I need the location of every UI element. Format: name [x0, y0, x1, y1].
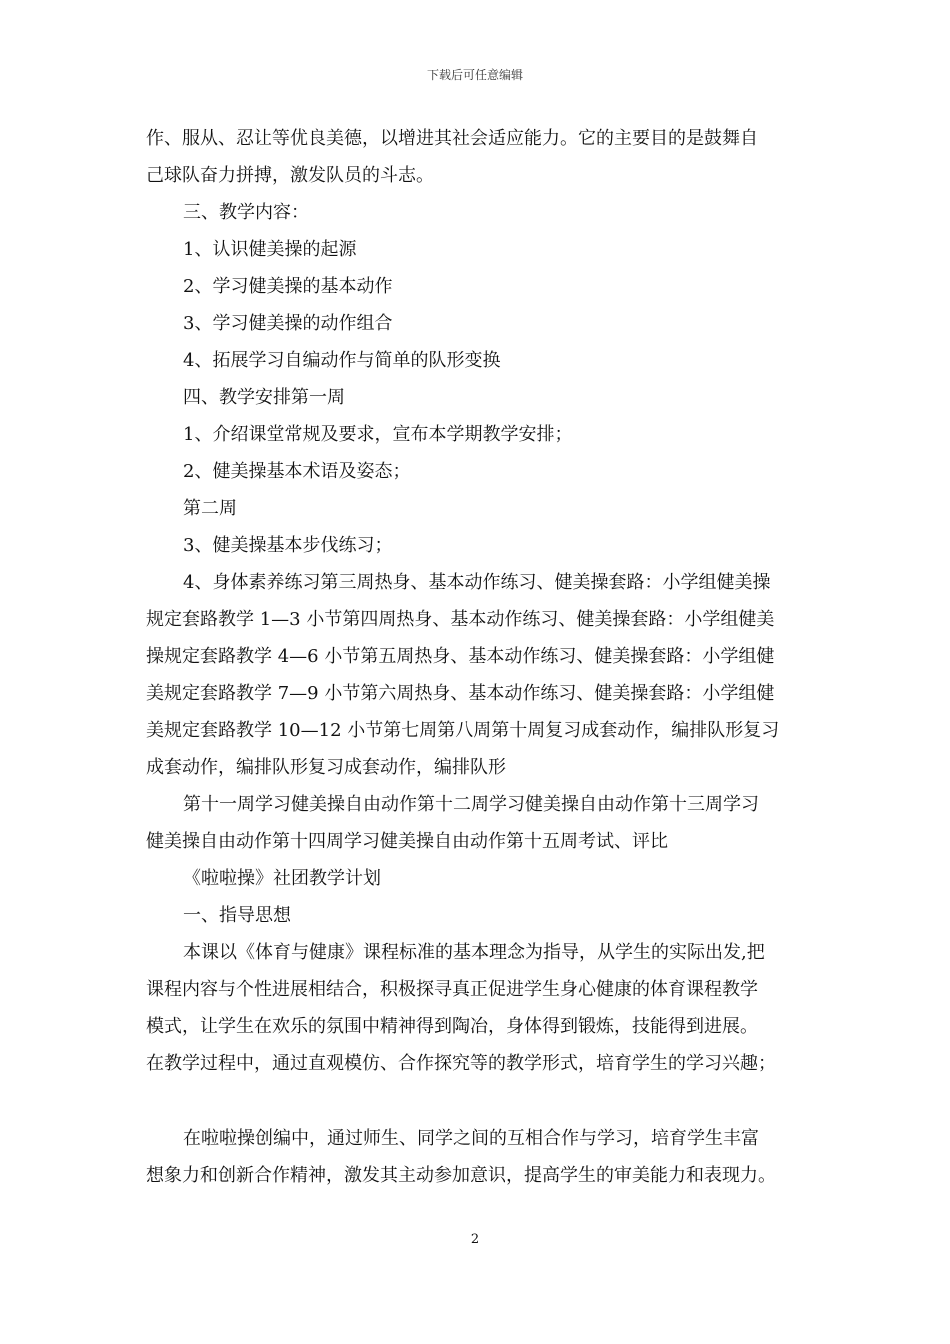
- list-item: 1、认识健美操的起源: [183, 239, 357, 260]
- paragraph-line: 美规定套路教学 7—9 小节第六周热身、基本动作练习、健美操套路：小学组健: [146, 683, 775, 704]
- paragraph-line: 作、服从、忍让等优良美德，以增进其社会适应能力。它的主要目的是鼓舞自: [146, 128, 758, 149]
- paragraph-line: 课程内容与个性进展相结合，积极探寻真正促进学生身心健康的体育课程教学: [146, 979, 758, 1000]
- page-header: 下载后可任意编辑: [426, 68, 523, 82]
- document-title: 《啦啦操》社团教学计划: [183, 868, 381, 889]
- paragraph-line: 在教学过程中，通过直观模仿、合作探究等的教学形式，培育学生的学习兴趣；: [146, 1053, 776, 1074]
- list-item: 1、介绍课堂常规及要求，宣布本学期教学安排；: [183, 424, 573, 445]
- paragraph-gap: [146, 1082, 814, 1120]
- document-body: [146, 120, 814, 1194]
- paragraph-line: 本课以《体育与健康》课程标准的基本理念为指导，从学生的实际出发,把: [183, 942, 765, 963]
- paragraph-line: 成套动作，编排队形复习成套动作，编排队形: [146, 757, 506, 778]
- list-item: 2、健美操基本术语及姿态；: [183, 461, 411, 482]
- list-item: 3、学习健美操的动作组合: [183, 313, 393, 334]
- paragraph-line: 在啦啦操创编中，通过师生、同学之间的互相合作与学习，培育学生丰富: [183, 1128, 759, 1149]
- paragraph-line: 第十一周学习健美操自由动作第十二周学习健美操自由动作第十三周学习: [183, 794, 759, 815]
- paragraph-line: 操规定套路教学 4—6 小节第五周热身、基本动作练习、健美操套路：小学组健: [146, 646, 775, 667]
- section-heading: 四、教学安排第一周: [183, 387, 345, 408]
- paragraph-line: 己球队奋力拼搏，激发队员的斗志。: [146, 165, 434, 186]
- paragraph-line: 规定套路教学 1—3 小节第四周热身、基本动作练习、健美操套路：小学组健美: [146, 609, 775, 630]
- paragraph-line: 模式，让学生在欢乐的氛围中精神得到陶冶，身体得到锻炼，技能得到进展。: [146, 1016, 758, 1037]
- section-heading: 一、指导思想: [183, 905, 291, 926]
- section-heading: 三、教学内容：: [183, 202, 309, 223]
- paragraph-line: 健美操自由动作第十四周学习健美操自由动作第十五周考试、评比: [146, 831, 668, 852]
- page-number: 2: [470, 1232, 480, 1247]
- paragraph-line: 4、身体素养练习第三周热身、基本动作练习、健美操套路：小学组健美操: [183, 572, 771, 593]
- paragraph-line: 想象力和创新合作精神，激发其主动参加意识，提高学生的审美能力和表现力。: [146, 1165, 776, 1186]
- list-item: 2、学习健美操的基本动作: [183, 276, 393, 297]
- list-item: 3、健美操基本步伐练习；: [183, 535, 393, 556]
- list-item: 4、拓展学习自编动作与简单的队形变换: [183, 350, 501, 371]
- week-heading: 第二周: [183, 498, 237, 519]
- paragraph-line: 美规定套路教学 10—12 小节第七周第八周第十周复习成套动作，编排队形复习: [146, 720, 780, 741]
